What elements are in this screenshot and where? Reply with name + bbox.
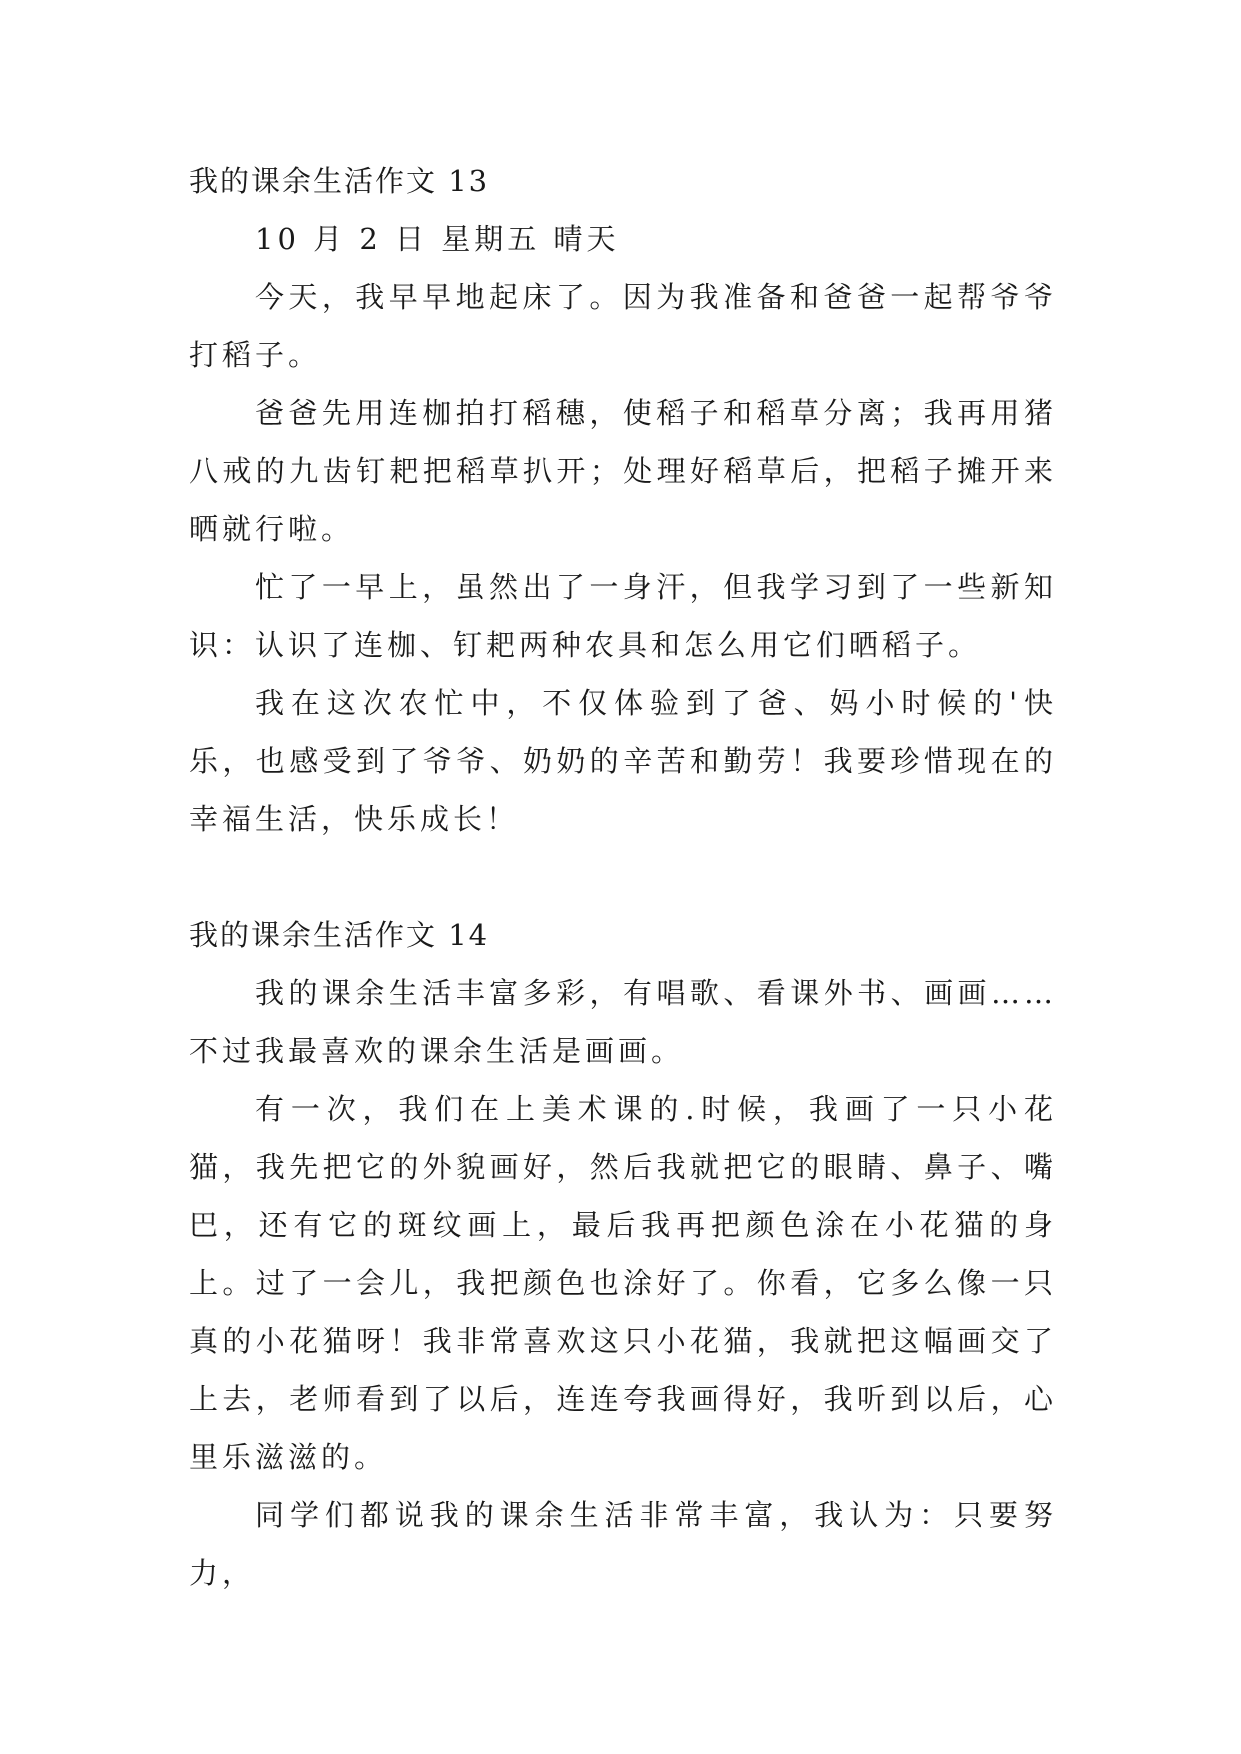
essay-13-paragraph-4: 我在这次农忙中，不仅体验到了爸、妈小时候的'快乐，也感受到了爷爷、奶奶的辛苦和勤劳！我要珍惜现在的幸福生活，快乐成长！: [189, 686, 1057, 836]
essay-14-title: 我的课余生活作文 14: [189, 918, 490, 952]
essay-13-paragraph-2: 爸爸先用连枷拍打稻穗，使稻子和稻草分离；我再用猪八戒的九齿钉耙把稻草扒开；处理好稻草后，把稻子摊开来晒就行啦。: [189, 396, 1057, 546]
essay-13-title: 我的课余生活作文 13: [189, 164, 490, 198]
essay-14: [189, 906, 1057, 1602]
essay-14-paragraph-1: 我的课余生活丰富多彩，有唱歌、看课外书、画画……不过我最喜欢的课余生活是画画。: [189, 976, 1057, 1068]
section-spacer: [189, 848, 1057, 906]
essay-13-date-line: 10 月 2 日 星期五 晴天: [255, 222, 620, 256]
essay-14-paragraph-2: 有一次，我们在上美术课的.时候，我画了一只小花猫，我先把它的外貌画好，然后我就把它的眼睛、鼻子、嘴巴，还有它的斑纹画上，最后我再把颜色涂在小花猫的身上。过了一会儿，我把颜色也涂好了。你看，它多么像一只真的小花猫呀！我非常喜欢这只小花猫，我就把这幅画交了上去，老师看到了以后，连连夸我画得好，我听到以后，心里乐滋滋的。: [189, 1092, 1057, 1474]
essay-13-paragraph-1: 今天，我早早地起床了。因为我准备和爸爸一起帮爷爷打稻子。: [189, 280, 1057, 372]
essay-13: [189, 152, 1057, 848]
document-body: [189, 152, 1057, 1602]
essay-14-paragraph-3: 同学们都说我的课余生活非常丰富，我认为：只要努力，: [189, 1498, 1057, 1590]
essay-13-paragraph-3: 忙了一早上，虽然出了一身汗，但我学习到了一些新知识：认识了连枷、钉耙两种农具和怎么用它们晒稻子。: [189, 570, 1057, 662]
